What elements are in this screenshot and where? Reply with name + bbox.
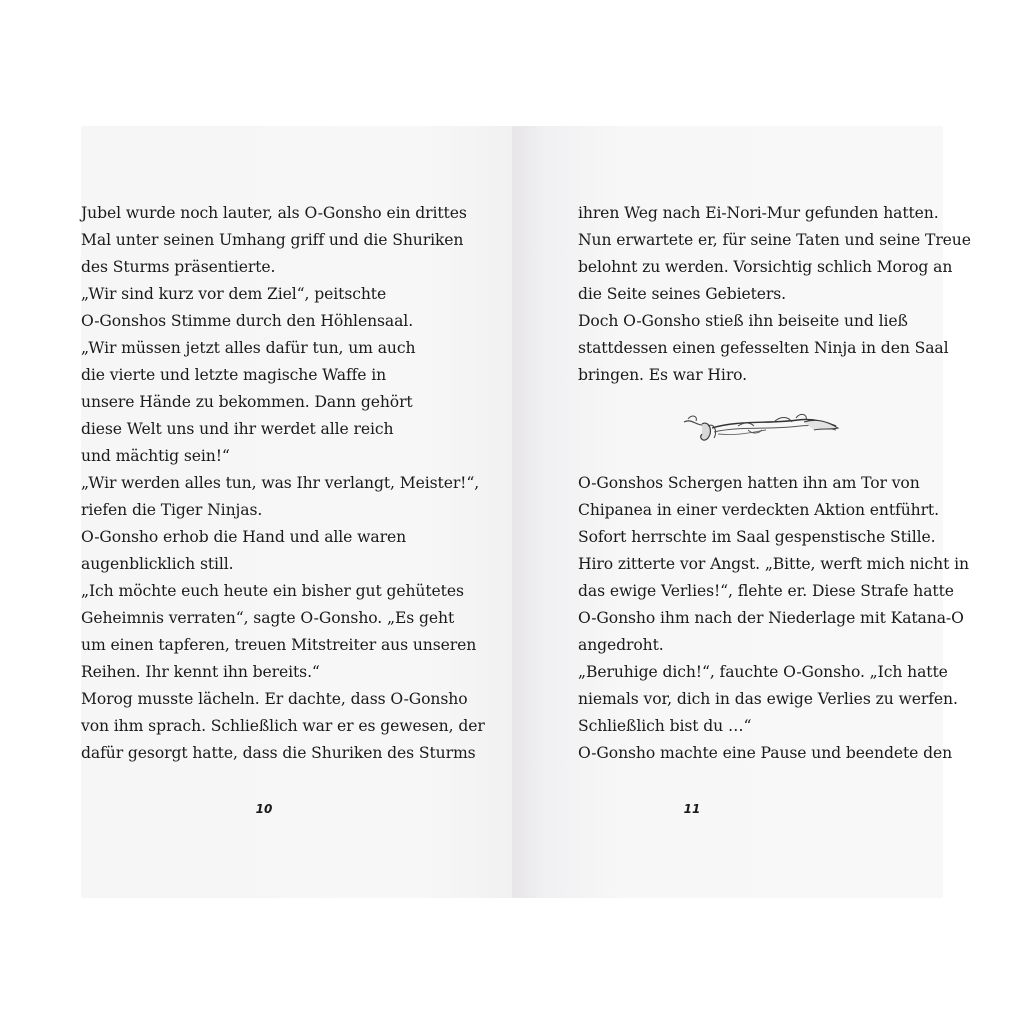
text-line: „Wir werden alles tun, was Ihr verlangt, Meister!“,: [81, 474, 480, 492]
text-line: O-Gonshos Stimme durch den Höhlensaal.: [81, 312, 414, 330]
text-line: O-Gonshos Schergen hatten ihn am Tor von: [578, 474, 920, 492]
text-line: das ewige Verlies!“, flehte er. Diese Strafe hatte: [578, 582, 954, 600]
text-line: Morog musste lächeln. Er dachte, dass O-Gonsho: [81, 690, 468, 708]
text-line: „Ich möchte euch heute ein bisher gut gehütetes: [81, 582, 464, 600]
text-line: die vierte und letzte magische Waffe in: [81, 366, 387, 384]
text-line: ihren Weg nach Ei-Nori-Mur gefunden hatten.: [578, 204, 939, 222]
text-line: Schließlich bist du …“: [578, 717, 752, 735]
scroll-ornament-icon: [678, 408, 842, 450]
text-line: O-Gonsho erhob die Hand und alle waren: [81, 528, 407, 546]
text-line: Mal unter seinen Umhang griff und die Shuriken: [81, 231, 464, 249]
text-line: Reihen. Ihr kennt ihn bereits.“: [81, 663, 320, 681]
text-line: von ihm sprach. Schließlich war er es gewesen, der: [81, 717, 485, 735]
text-line: belohnt zu werden. Vorsichtig schlich Morog an: [578, 258, 953, 276]
text-line: unsere Hände zu bekommen. Dann gehört: [81, 393, 413, 411]
text-line: Jubel wurde noch lauter, als O-Gonsho ein drittes: [81, 204, 467, 222]
text-line: um einen tapferen, treuen Mitstreiter aus unseren: [81, 636, 477, 654]
text-line: und mächtig sein!“: [81, 447, 230, 465]
text-line: diese Welt uns und ihr werdet alle reich: [81, 420, 394, 438]
text-line: „Beruhige dich!“, fauchte O-Gonsho. „Ich hatte: [578, 663, 948, 681]
left-page-text: [81, 200, 506, 767]
text-line: stattdessen einen gefesselten Ninja in den Saal: [578, 339, 949, 357]
text-line: niemals vor, dich in das ewige Verlies zu werfen.: [578, 690, 958, 708]
text-line: angedroht.: [578, 636, 664, 654]
text-line: dafür gesorgt hatte, dass die Shuriken des Sturms: [81, 744, 476, 762]
text-line: Hiro zitterte vor Angst. „Bitte, werft mich nicht in: [578, 555, 969, 573]
text-line: riefen die Tiger Ninjas.: [81, 501, 263, 519]
page-number: 11: [683, 802, 701, 816]
text-line: bringen. Es war Hiro.: [578, 366, 748, 384]
text-line: O-Gonsho ihm nach der Niederlage mit Katana-O: [578, 609, 964, 627]
text-line: Geheimnis verraten“, sagte O-Gonsho. „Es geht: [81, 609, 455, 627]
left-page: [81, 126, 512, 898]
page-number: 10: [255, 802, 273, 816]
text-line: O-Gonsho machte eine Pause und beendete den: [578, 744, 953, 762]
text-line: die Seite seines Gebieters.: [578, 285, 787, 303]
book-spread: [81, 126, 971, 898]
text-line: Chipanea in einer verdeckten Aktion entführt.: [578, 501, 939, 519]
text-line: Nun erwartete er, für seine Taten und seine Treue: [578, 231, 971, 249]
text-line: „Wir müssen jetzt alles dafür tun, um auch: [81, 339, 416, 357]
right-page-text: [578, 200, 971, 767]
text-line: augenblicklich still.: [81, 555, 234, 573]
text-line: Sofort herrschte im Saal gespenstische Stille.: [578, 528, 936, 546]
text-line: Doch O-Gonsho stieß ihn beiseite und ließ: [578, 312, 908, 330]
text-line: „Wir sind kurz vor dem Ziel“, peitschte: [81, 285, 387, 303]
right-page: [512, 126, 971, 898]
text-line: des Sturms präsentierte.: [81, 258, 276, 276]
